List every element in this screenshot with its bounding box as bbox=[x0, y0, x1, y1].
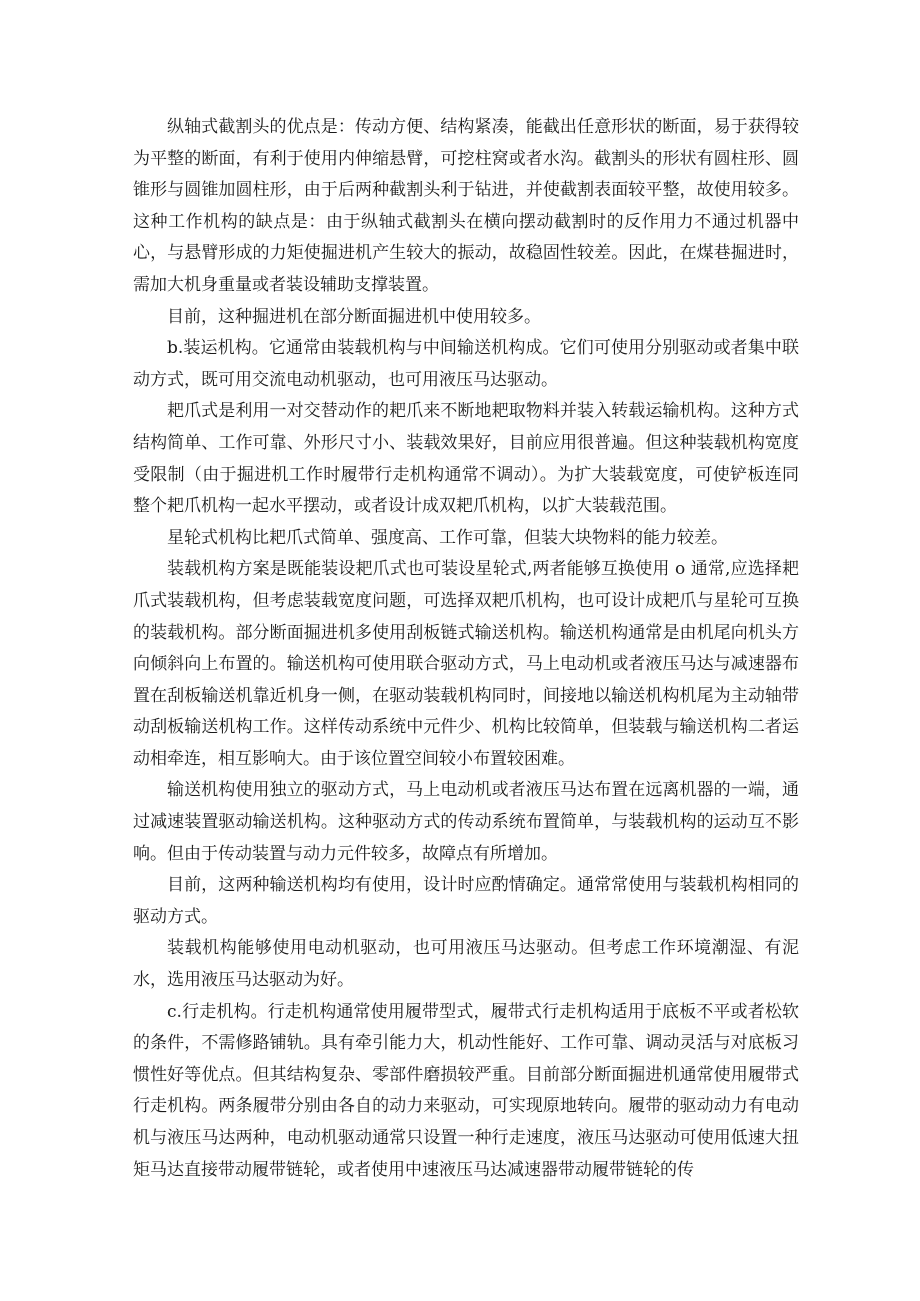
paragraph-hydraulic-drive: 装载机构能够使用电动机驱动，也可用液压马达驱动。但考虑工作环境潮湿、有泥水，选用液压马达驱动为好。 bbox=[133, 938, 799, 991]
paragraph-independent-drive: 输送机构使用独立的驱动方式，马上电动机或者液压马达布置在远离机器的一端，通过减速装置驱动输送机构。这种驱动方式的传动系统布置简单，与装载机构的运动互不影响。但由于传动装置与动力元件较多，故障点有所增加。 bbox=[133, 780, 799, 864]
paragraph-longitudinal-cutter: 纵轴式截割头的优点是：传动方便、结构紧凑，能截出任意形状的断面，易于获得较为平整的断面，有利于使用内伸缩悬臂，可挖柱窝或者水沟。截割头的形状有圆柱形、圆锥形与圆锥加圆柱形，由于后两种截割头利于钻进，并使截割表面较平整，故使用较多。这种工作机构的缺点是：由于纵轴式截割头在横向摆动截割时的反作用力不通过机器中心，与悬臂形成的力矩使掘进机产生较大的振动，故稳固性较差。因此，在煤巷掘进时，需加大机身重量或者装设辅助支撑装置。 bbox=[133, 117, 799, 295]
paragraph-current-usage: 目前，这种掘进机在部分断面掘进机中使用较多。 bbox=[167, 306, 541, 327]
paragraph-loading-mechanism: b.装运机构。它通常由装载机构与中间输送机构成。它们可使用分别驱动或者集中联动方式，既可用交流电动机驱动，也可用液压马达驱动。 bbox=[133, 338, 799, 390]
paragraph-loading-scheme: 装载机构方案是既能装设耙爪式也可装设星轮式,两者能够互换使用 o 通常,应选择耙爪式装载机构，但考虑装载宽度问题，可选择双耙爪机构，也可设计成耙爪与星轮可互换的装载机构。部分断面掘进机多使用刮板链式输送机构。输送机构通常是由机尾向机头方向倾斜向上布置的。输送机构可使用联合驱动方式，马上电动机或者液压马达与减速器布置在刮板输送机靠近机身一侧，在驱动装载机构同时，间接地以输送机构机尾为主动轴带动刮板输送机构工作。这样传动系统中元件少、机构比较简单，但装载与输送机构二者运动相牵连，相互影响大。由于该位置空间较小布置较困难。 bbox=[133, 559, 799, 769]
paragraph-star-wheel: 星轮式机构比耙爪式简单、强度高、工作可靠，但装大块物料的能力较差。 bbox=[167, 527, 728, 548]
paragraph-claw-type: 耙爪式是利用一对交替动作的耙爪来不断地耙取物料并装入转载运输机构。这种方式结构简单、工作可靠、外形尺寸小、装载效果好，目前应用很普遍。但这种装载机构宽度受限制（由于掘进机工作时履带行走机构通常不调动）。为扩大装载宽度，可使铲板连同整个耙爪机构一起水平摆动，或者设计成双耙爪机构，以扩大装载范围。 bbox=[133, 401, 799, 517]
document-body bbox=[133, 112, 799, 1186]
paragraph-both-used: 目前，这两种输送机构均有使用，设计时应酌情确定。通常常使用与装载机构相同的驱动方式。 bbox=[133, 875, 799, 927]
paragraph-travel-mechanism: c.行走机构。行走机构通常使用履带型式，履带式行走机构适用于底板不平或者松软的条件，不需修路铺轨。具有牵引能力大，机动性能好、工作可靠、调动灵活与对底板习惯性好等优点。但其结构复杂、零部件磨损较严重。目前部分断面掘进机通常使用履带式行走机构。两条履带分别由各自的动力来驱动，可实现原地转向。履带的驱动动力有电动机与液压马达两种，电动机驱动通常只设置一种行走速度，液压马达驱动可使用低速大扭矩马达直接带动履带链轮，或者使用中速液压马达减速器带动履带链轮的传 bbox=[133, 1001, 799, 1180]
